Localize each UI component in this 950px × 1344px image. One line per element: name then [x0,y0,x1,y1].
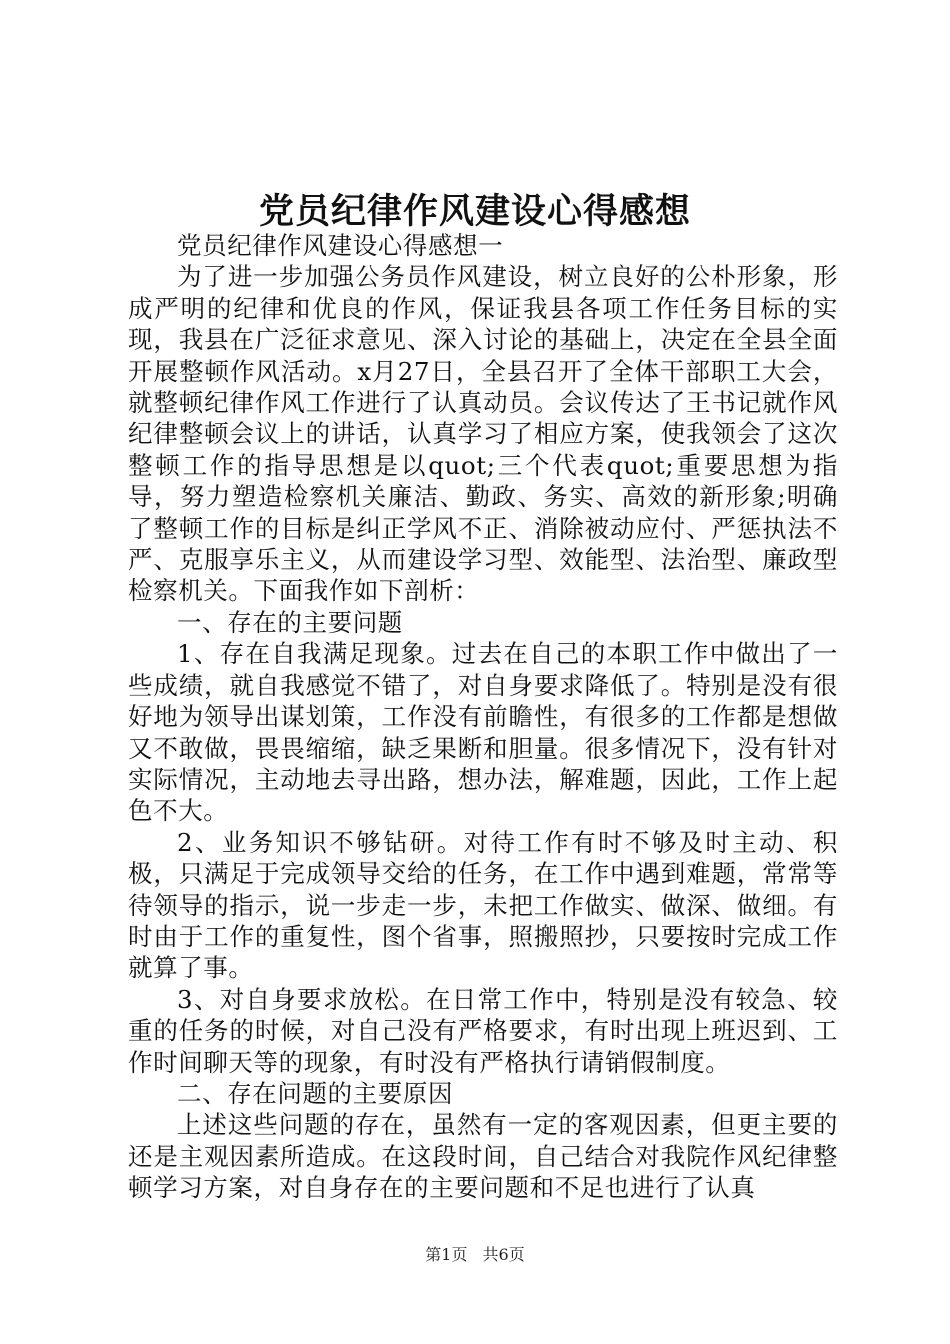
subtitle-paragraph: 党员纪律作风建设心得感想一 [177,231,504,260]
document-body [128,230,838,1204]
intro-paragraph: 为了进一步加强公务员作风建设，树立良好的公朴形象，形成严明的纪律和优良的作风，保证我县各项工作任务目标的实现，我县在广泛征求意见、深入讨论的基础上，决定在全县全面开展整顿作风活动。x月27日，全县召开了全体干部职工大会，就整顿纪律作风工作进行了认真动员。会议传达了王书记就作风纪律整顿会议上的讲话，认真学习了相应方案，使我领会了这次整顿工作的指导思想是以quot;三个代表quot;重要思想为指导，努力塑造检察机关廉洁、勤政、务实、高效的新形象;明确了整顿工作的目标是纠正学风不正、消除被动应付、严惩执法不严、克服享乐主义，从而建设学习型、效能型、法治型、廉政型检察机关。下面我作如下剖析： [128,262,838,606]
page-footer [0,1242,950,1265]
document-title: 党员纪律作风建设心得感想 [258,191,691,232]
problem-paragraph-3: 3、对自身要求放松。在日常工作中，特别是没有较急、较重的任务的时候，对自己没有严格要求，有时出现上班迟到、工作时间聊天等的现象，有时没有严格执行请销假制度。 [128,984,838,1077]
page-total: 共6页 [482,1245,525,1264]
causes-paragraph: 上述这些问题的存在，虽然有一定的客观因素，但更主要的还是主观因素所造成。在这段时间，自己结合对我院作风纪律整顿学习方案，对自身存在的主要问题和不足也进行了认真 [128,1110,838,1203]
section-heading-causes: 二、存在问题的主要原因 [177,1078,454,1108]
problem-paragraph-2: 2、业务知识不够钻研。对待工作有时不够及时主动、积极，只满足于完成领导交给的任务，在工作中遇到难题，常常等待领导的指示，说一步走一步，未把工作做实、做深、做细。有时由于工作的重复性，图个省事，照搬照抄，只要按时完成工作就算了事。 [128,827,838,983]
problem-paragraph-1: 1、存在自我满足现象。过去在自己的本职工作中做出了一些成绩，就自我感觉不错了，对自身要求降低了。特别是没有很好地为领导出谋划策，工作没有前瞻性，有很多的工作都是想做又不敢做，畏畏缩缩，缺乏果断和胆量。很多情况下，没有针对实际情况，主动地去寻出路，想办法，解难题，因此，工作上起色不大。 [128,639,838,826]
page-number: 第1页 [425,1245,468,1264]
section-heading-problems: 一、存在的主要问题 [177,607,403,637]
